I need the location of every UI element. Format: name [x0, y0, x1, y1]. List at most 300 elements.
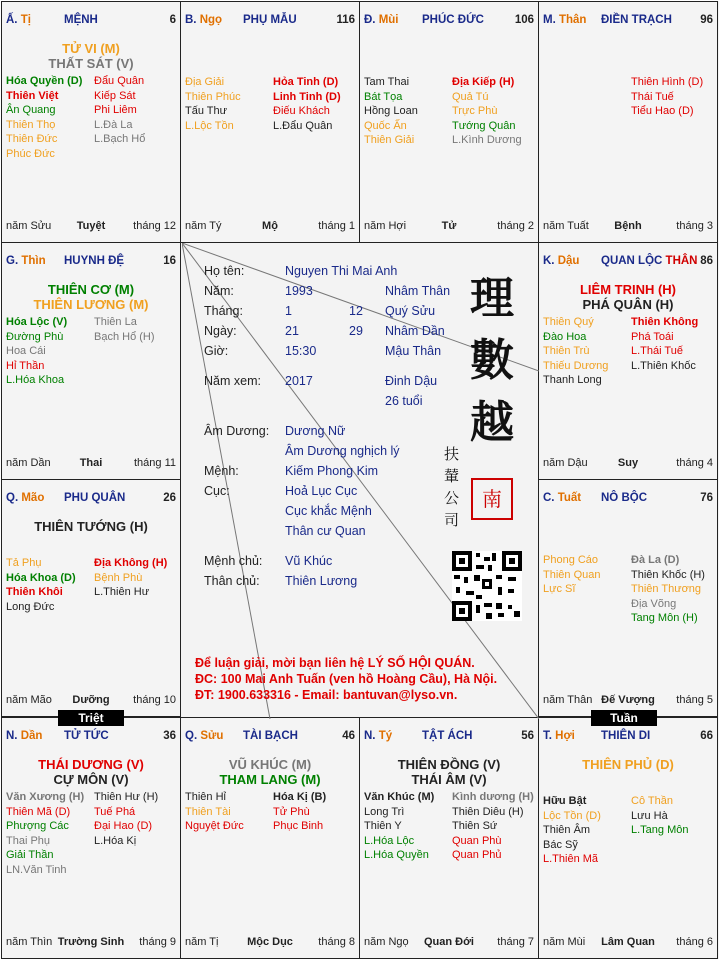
star: Thiên Thọ: [6, 118, 56, 131]
palace-suu: [180, 717, 360, 959]
main-stars: [539, 757, 717, 772]
star: L.Thiên Hư: [94, 586, 150, 598]
triet-tag: Triệt: [58, 710, 124, 726]
star: Trực Phù: [452, 105, 498, 117]
branch-text: Mùi: [378, 14, 399, 26]
palace-number: 26: [163, 492, 176, 504]
main-star: TỬ VI (M): [62, 41, 120, 56]
red-seal-stamp: 南: [471, 478, 513, 520]
company-vertical-text: [444, 443, 462, 531]
star: Thiên Diêu (H): [452, 805, 524, 818]
right-stars: [631, 315, 698, 373]
palace-footer: [364, 220, 534, 234]
left-stars: [185, 75, 241, 133]
calligraphy-char: 數: [470, 335, 514, 386]
star: Địa Không (H): [94, 557, 168, 569]
palace-name: [64, 14, 98, 26]
palace-month: tháng 10: [133, 694, 176, 706]
name-label: Họ tên:: [204, 264, 245, 278]
star: Bác Sỹ: [543, 838, 578, 851]
main-star: THÁI ÂM (V): [411, 772, 487, 787]
palace-name-text: ĐIỀN TRẠCH: [601, 14, 672, 26]
palace-name-text: TẬT ÁCH: [422, 730, 473, 742]
palace-month: tháng 9: [139, 936, 176, 948]
palace-name-text: NÔ BỘC: [601, 492, 647, 504]
palace-number: 66: [700, 730, 713, 742]
palace-name-text: THIÊN DI: [601, 730, 651, 742]
palace-header: [364, 14, 534, 28]
palace-can: [364, 730, 392, 742]
right-stars: [631, 75, 703, 119]
branch-text: Thìn: [21, 255, 46, 267]
star: Hóa Kị (B): [273, 791, 327, 803]
main-star: CỰ MÔN (V): [53, 772, 129, 787]
star: L.Đà La: [94, 118, 133, 131]
palace-year: năm Dần: [6, 457, 51, 469]
palace-month: tháng 8: [318, 936, 355, 948]
star: Quả Tú: [452, 90, 489, 103]
palace-name: [601, 730, 650, 742]
palace-name-text: QUAN LỘC: [601, 255, 663, 267]
palace-month: tháng 11: [133, 457, 176, 469]
cuc-label: Cục:: [204, 484, 230, 498]
palace-name: [422, 730, 472, 742]
hour-canchi: Mậu Thân: [385, 344, 442, 358]
star: Hỏa Tinh (D): [273, 76, 339, 88]
palace-ty2: [359, 717, 539, 959]
main-stars: [2, 757, 180, 787]
palace-year: năm Tý: [185, 220, 222, 232]
palace-year: năm Dậu: [543, 457, 588, 469]
can-text: Q.: [6, 492, 19, 504]
palace-number: 106: [514, 14, 534, 26]
can-text: Q.: [185, 730, 198, 742]
palace-number: 56: [521, 730, 534, 742]
main-star: THÁI DƯƠNG (V): [38, 757, 144, 772]
palace-can: [543, 492, 581, 504]
branch-text: Tý: [378, 730, 393, 742]
palace-year: năm Thìn: [6, 936, 53, 948]
palace-month: tháng 5: [676, 694, 713, 706]
palace-name-text: MỆNH: [64, 14, 98, 26]
truong-sinh-stage: Mộ: [262, 220, 278, 232]
palace-number: 86: [700, 255, 713, 267]
palace-name: [243, 730, 298, 742]
star: Thái Tuế: [631, 90, 674, 103]
palace-year: năm Mùi: [543, 936, 586, 948]
can-text: C.: [543, 492, 555, 504]
star: L.Thái Tuế: [631, 345, 683, 357]
truong-sinh-stage: Suy: [617, 457, 639, 469]
palace-number: 116: [336, 14, 355, 26]
palace-can: [185, 14, 222, 26]
main-stars: [360, 757, 538, 787]
star: Phục Binh: [273, 820, 324, 832]
palace-hoi: [538, 717, 718, 959]
star: Bạch Hổ (H): [94, 330, 155, 343]
star: Thanh Long: [543, 374, 602, 386]
star: Thiên Tài: [185, 805, 231, 818]
star: Tướng Quân: [452, 119, 516, 132]
view-year-canchi: Đinh Dậu: [385, 374, 438, 388]
star: LN.Văn Tinh: [6, 863, 67, 876]
vertical-char: 輦: [444, 467, 460, 485]
star: Phong Cáo: [543, 554, 599, 566]
main-stars: [2, 519, 180, 534]
main-star: THẤT SÁT (V): [48, 56, 134, 71]
can-text: B.: [185, 14, 197, 26]
truong-sinh-stage: Thai: [79, 457, 103, 469]
right-stars: [452, 75, 522, 148]
truong-sinh-stage: Mộc Dục: [247, 936, 293, 948]
palace-number: 16: [163, 255, 176, 267]
star: Thiếu Dương: [543, 359, 609, 372]
star: Thiên Khốc (H): [631, 568, 705, 581]
star: Phúc Đức: [6, 147, 55, 160]
left-stars: [364, 790, 434, 863]
palace-number: 96: [700, 14, 713, 26]
palace-header: [543, 255, 713, 269]
year-canchi: Nhâm Thân: [385, 284, 451, 298]
truong-sinh-stage: Quan Đới: [424, 936, 474, 948]
can-text: K.: [543, 255, 555, 267]
can-text: Đ.: [364, 14, 376, 26]
palace-header: [185, 14, 355, 28]
menh-value: Kiếm Phong Kim: [285, 464, 379, 478]
truong-sinh-stage: Đế Vượng: [601, 694, 655, 706]
star: Thiên Quý: [543, 316, 594, 328]
star: Văn Xương (H): [6, 791, 85, 803]
star: Phượng Các: [6, 820, 69, 832]
star: Bệnh Phù: [94, 571, 143, 584]
star: Hỉ Thần: [6, 359, 45, 372]
day-value: 21: [285, 324, 299, 338]
palace-footer: [543, 936, 713, 950]
star: Thiên Phúc: [185, 90, 241, 103]
truong-sinh-stage: Lâm Quan: [601, 936, 655, 948]
star: Thiên Hỉ: [185, 791, 226, 803]
palace-header: [6, 255, 176, 269]
contact-line-3: ĐT: 1900.633316 - Email: bantuvan@lyso.vn.: [195, 688, 458, 702]
star: Địa Giải: [185, 76, 225, 88]
palace-number: 46: [342, 730, 355, 742]
palace-month: tháng 4: [676, 457, 713, 469]
truong-sinh-stage: Bệnh: [614, 220, 642, 232]
palace-can: [6, 14, 31, 26]
main-star: LIÊM TRINH (H): [579, 282, 677, 297]
palace-year: năm Tuất: [543, 220, 589, 232]
star: Kiếp Sát: [94, 89, 136, 102]
contact-info: [195, 655, 497, 703]
palace-year: năm Thân: [543, 694, 593, 706]
star: Quan Phủ: [452, 849, 502, 861]
palace-can: [6, 492, 44, 504]
star: Hoa Cái: [6, 345, 46, 357]
palace-footer: [6, 936, 176, 950]
vertical-char: 司: [444, 511, 460, 529]
star: Giải Thần: [6, 849, 54, 861]
right-stars: [94, 315, 155, 344]
month-label: Tháng:: [204, 304, 243, 318]
star: Quốc Ấn: [364, 119, 407, 132]
star: Lưu Hà: [631, 809, 668, 822]
tuan-tag: Tuần: [591, 710, 657, 726]
palace-can: [6, 255, 46, 267]
palace-month: tháng 7: [497, 936, 534, 948]
star: Ân Quang: [6, 104, 56, 116]
star: Hữu Bật: [543, 795, 587, 807]
palace-name: [64, 492, 125, 504]
star: Cô Thần: [631, 795, 673, 807]
can-text: N.: [6, 730, 18, 742]
star: Phá Toái: [631, 330, 674, 343]
palace-mui: [359, 1, 539, 243]
view-year-label: Năm xem:: [204, 374, 261, 388]
branch-text: Thân: [558, 14, 587, 26]
amduong-label: Âm Dương:: [204, 424, 270, 438]
star: L.Thiên Mã: [543, 853, 599, 865]
age-value: 26 tuổi: [385, 394, 423, 408]
palace-header: [364, 730, 534, 744]
branch-text: Tị: [20, 14, 31, 26]
right-stars: [94, 556, 167, 600]
star: Hóa Khoa (D): [6, 571, 76, 584]
branch-text: Ngọ: [199, 14, 223, 26]
year-value: 1993: [285, 284, 313, 298]
palace-name: [243, 14, 297, 26]
star: Tam Thai: [364, 76, 410, 88]
main-star: THIÊN LƯƠNG (M): [33, 297, 149, 312]
star: Long Đức: [6, 600, 55, 613]
can-text: M.: [543, 14, 556, 26]
main-star: VŨ KHÚC (M): [228, 757, 312, 772]
star: Thiên Y: [364, 820, 402, 832]
palace-name: [601, 492, 647, 504]
palace-ty: [1, 1, 181, 243]
main-stars: [2, 282, 180, 312]
menh-chu-value: Vũ Khúc: [285, 554, 333, 568]
star: L.Tang Môn: [631, 824, 689, 836]
main-stars: [2, 41, 180, 71]
star: Lực Sĩ: [543, 583, 576, 595]
palace-footer: [543, 220, 713, 234]
star: Thiên Giải: [364, 134, 415, 146]
star: Tiểu Hao (D): [631, 105, 694, 117]
palace-header: [6, 492, 176, 506]
year-label: Năm:: [204, 284, 234, 298]
star: L.Hóa Khoa: [6, 374, 65, 386]
star: Quan Phù: [452, 834, 502, 847]
calligraphy-char: 越: [470, 397, 514, 448]
main-star: THIÊN PHỦ (D): [582, 757, 674, 772]
star: L.Hóa Lộc: [364, 834, 415, 847]
palace-can: [543, 14, 586, 26]
palace-footer: [185, 936, 355, 950]
palace-dan: [1, 717, 181, 959]
than-marker: THÂN: [665, 255, 698, 267]
palace-can: [185, 730, 223, 742]
star: Địa Kiếp (H): [452, 76, 515, 88]
palace-name-text: PHỤ MẪU: [243, 14, 297, 26]
star: Thai Phụ: [6, 834, 51, 847]
left-stars: [185, 790, 244, 834]
menh-label: Mệnh:: [204, 464, 239, 478]
right-stars: [273, 790, 326, 834]
month-canchi: Quý Sửu: [385, 304, 436, 318]
star: Tang Môn (H): [631, 612, 698, 624]
star: Văn Khúc (M): [364, 791, 435, 803]
palace-header: [543, 730, 713, 744]
left-stars: [6, 74, 82, 161]
palace-header: [185, 730, 355, 744]
palace-month: tháng 1: [318, 220, 355, 232]
star: Địa Võng: [631, 597, 677, 610]
can-text: T.: [543, 730, 552, 742]
star: Tử Phù: [273, 805, 310, 818]
palace-can: [543, 730, 575, 742]
palace-month: tháng 12: [133, 220, 176, 232]
vertical-char: 公: [444, 489, 460, 507]
right-stars: [631, 553, 705, 626]
hour-value: 15:30: [285, 344, 317, 358]
star: Thiên La: [94, 316, 137, 328]
star: Tấu Thư: [185, 105, 228, 117]
palace-year: năm Mão: [6, 694, 52, 706]
palace-year: năm Sửu: [6, 220, 52, 232]
qr-code-icon[interactable]: [452, 551, 522, 621]
right-stars: [631, 794, 688, 838]
amduong-note: Âm Dương nghịch lý: [285, 444, 400, 458]
star: Long Trì: [364, 805, 405, 818]
branch-text: Dậu: [557, 255, 580, 267]
star: L.Bạch Hổ: [94, 133, 146, 145]
palace-footer: [364, 936, 534, 950]
truong-sinh-stage: Tử: [441, 220, 457, 232]
center-panel: [182, 243, 539, 719]
star: L.Kình Dương: [452, 134, 522, 146]
branch-text: Dần: [20, 730, 43, 742]
left-stars: [6, 315, 67, 388]
palace-name: [601, 255, 698, 267]
tuvi-chart: [1, 1, 719, 959]
palace-footer: [6, 694, 176, 708]
star: Thiên Trù: [543, 345, 590, 357]
vertical-char: 扶: [444, 445, 460, 463]
palace-dau: [538, 242, 718, 480]
star: Bát Tọa: [364, 90, 403, 103]
star: Hóa Lộc (V): [6, 316, 68, 328]
star: Phi Liêm: [94, 104, 137, 116]
star: Đẩu Quân: [94, 75, 145, 87]
can-text: N.: [364, 730, 376, 742]
branch-text: Mão: [21, 492, 45, 504]
day-lunar: 29: [349, 324, 363, 338]
palace-footer: [543, 694, 713, 708]
palace-month: tháng 3: [676, 220, 713, 232]
palace-name-text: PHÚC ĐỨC: [422, 14, 484, 26]
than-chu-label: Thân chủ:: [204, 574, 260, 588]
right-stars: [94, 790, 158, 848]
right-stars: [273, 75, 341, 133]
palace-year: năm Tị: [185, 936, 219, 948]
palace-number: 6: [169, 14, 176, 26]
palace-can: [364, 14, 399, 26]
star: Thiên Không: [631, 316, 699, 328]
star: Thiên Hình (D): [631, 76, 704, 88]
star: Tả Phụ: [6, 557, 42, 569]
star: Đường Phù: [6, 330, 64, 343]
star: Thiên Mã (D): [6, 805, 71, 818]
branch-text: Tuất: [557, 492, 582, 504]
left-stars: [6, 790, 84, 877]
star: Thiên Quan: [543, 568, 601, 581]
star: Thiên Sứ: [452, 820, 498, 832]
palace-ngo: [180, 1, 360, 243]
star: L.Hóa Quyền: [364, 849, 429, 861]
star: Linh Tinh (D): [273, 90, 341, 103]
star: Hóa Quyền (D): [6, 75, 83, 87]
star: Thiên Thương: [631, 583, 702, 595]
main-star: PHÁ QUÂN (H): [582, 297, 674, 312]
truong-sinh-stage: Tuyệt: [76, 220, 106, 232]
palace-year: năm Hợi: [364, 220, 407, 232]
palace-number: 36: [163, 730, 176, 742]
than-chu-value: Thiên Lương: [285, 574, 358, 588]
can-text: Ấ.: [6, 14, 18, 26]
star: Nguyệt Đức: [185, 820, 244, 832]
palace-name-text: TỬ TỨC: [64, 730, 109, 742]
left-stars: [364, 75, 418, 148]
star: Kình dương (H): [452, 791, 534, 803]
contact-line-1: Để luận giải, mời bạn liên hệ LÝ SỐ HỘI QUÁN.: [195, 656, 475, 670]
palace-footer: [185, 220, 355, 234]
main-star: THIÊN ĐỒNG (V): [397, 757, 501, 772]
left-stars: [543, 794, 601, 867]
day-canchi: Nhâm Dần: [385, 324, 445, 338]
palace-year: năm Ngọ: [364, 936, 409, 948]
name-value: Nguyen Thi Mai Anh: [285, 264, 398, 278]
palace-can: [6, 730, 42, 742]
branch-text: Sửu: [200, 730, 224, 742]
palace-name-text: PHU QUÂN: [64, 492, 126, 504]
star: Điếu Khách: [273, 105, 330, 117]
star: Hồng Loan: [364, 105, 418, 117]
menh-chu-label: Mệnh chủ:: [204, 554, 263, 568]
star: L.Lộc Tồn: [185, 119, 234, 132]
hour-label: Giờ:: [204, 344, 229, 358]
palace-month: tháng 6: [676, 936, 713, 948]
palace-number: 76: [700, 492, 713, 504]
star: Tuế Phá: [94, 805, 136, 818]
month-lunar: 12: [349, 304, 363, 318]
palace-header: [6, 14, 176, 28]
star: Thiên Việt: [6, 89, 59, 102]
day-label: Ngày:: [204, 324, 237, 338]
calligraphy-char: 理: [470, 273, 514, 324]
palace-than: [538, 1, 718, 243]
star: Lộc Tồn (D): [543, 809, 601, 822]
left-stars: [6, 556, 76, 614]
right-stars: [452, 790, 534, 863]
palace-can: [543, 255, 579, 267]
star: Đà La (D): [631, 554, 680, 566]
star: Thiên Khôi: [6, 586, 63, 598]
palace-footer: [6, 220, 176, 234]
palace-name: [422, 14, 484, 26]
main-stars: [539, 282, 717, 312]
palace-footer: [6, 457, 176, 471]
star: Đại Hao (D): [94, 820, 153, 832]
